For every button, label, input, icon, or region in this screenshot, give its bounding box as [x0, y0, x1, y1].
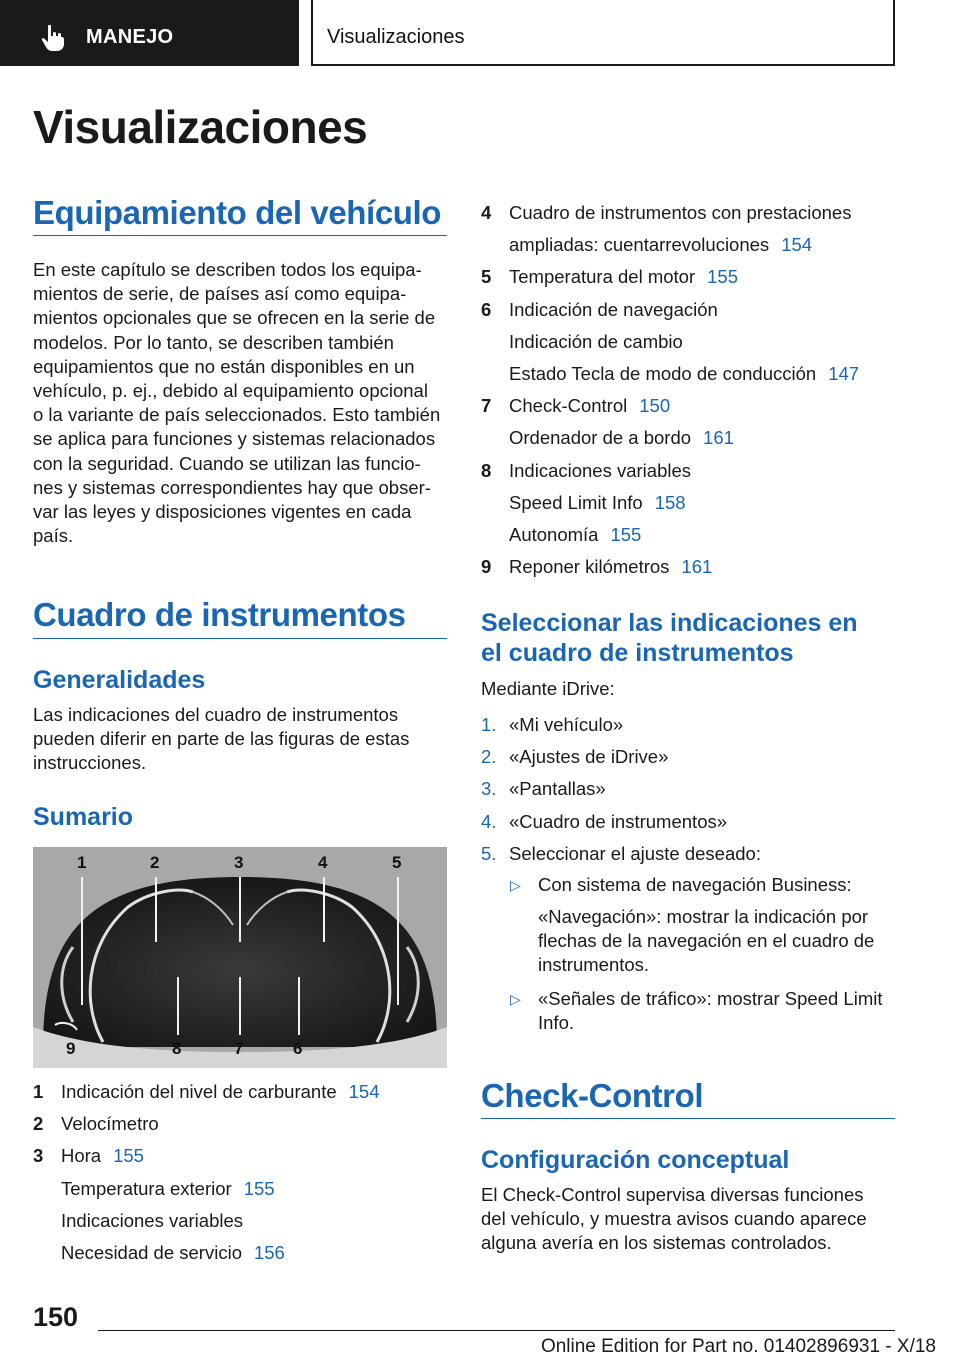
bullet-item	[538, 873, 898, 897]
select-heading-line: Seleccionar las indicaciones en	[481, 609, 858, 637]
paragraph-line: En este capítulo se describen todos los equipa-	[33, 259, 422, 280]
item-text: Indicaciones variables	[61, 1209, 244, 1231]
step-item	[481, 842, 761, 866]
page-reference-link[interactable]: 156	[253, 1242, 285, 1263]
page-reference-link[interactable]: 161	[703, 427, 734, 449]
check-control-heading: Check-Control	[481, 1077, 704, 1114]
step-item	[481, 777, 606, 801]
paragraph-line: instrucciones.	[33, 752, 147, 774]
section-label: MANEJO	[86, 26, 174, 48]
item-number: 7	[481, 395, 492, 417]
step-text: Seleccionar el ajuste deseado:	[509, 842, 761, 864]
paragraph-line: pueden diferir en parte de las figuras de estas	[33, 728, 410, 750]
chapter-tab	[311, 0, 895, 66]
instrument-cluster-figure	[33, 847, 447, 1068]
select-heading-line: el cuadro de instrumentos	[481, 639, 794, 667]
item-number: 6	[481, 298, 492, 320]
hand-pointer-icon	[40, 24, 66, 52]
bullet-line: Info.	[538, 1012, 574, 1034]
summary-item	[33, 1080, 380, 1104]
step-item	[481, 745, 668, 769]
page-reference-link[interactable]: 154	[348, 1081, 380, 1102]
page-title: Visualizaciones	[33, 101, 368, 153]
bullet-line: flechas de la navegación en el cuadro de	[538, 930, 875, 952]
callout-label: 1	[77, 853, 87, 872]
step-text: «Ajustes de iDrive»	[509, 746, 669, 768]
cluster-illustration	[33, 847, 447, 1068]
select-heading	[481, 608, 901, 668]
paragraph-line: modelos. Por lo tanto, se describen también	[33, 331, 394, 353]
summary-item	[481, 265, 738, 289]
step-item	[481, 713, 623, 737]
concept-heading: Configuración conceptual	[481, 1146, 790, 1174]
callout-label: 8	[172, 1039, 182, 1058]
step-text: «Pantallas»	[509, 778, 606, 800]
bullet-line: «Señales de tráfico»: mostrar Speed Limit	[538, 988, 883, 1009]
summary-item	[33, 1209, 243, 1233]
heading-rule	[481, 1118, 895, 1119]
step-text: «Cuadro de instrumentos»	[509, 810, 728, 832]
item-text: Cuadro de instrumentos con prestaciones	[509, 202, 852, 223]
summary-item	[481, 459, 691, 483]
general-paragraph	[33, 703, 453, 776]
paragraph-line: vehículo, p. ej., debido al equipamiento opcional	[33, 380, 428, 402]
summary-item	[481, 298, 718, 322]
footer-rule	[98, 1330, 895, 1331]
bullet-line: instrumentos.	[538, 954, 650, 976]
page-reference-link[interactable]: 155	[113, 1145, 144, 1167]
item-text: Velocímetro	[61, 1113, 159, 1135]
concept-paragraph	[481, 1183, 901, 1256]
bullet-triangle-icon: ▷	[510, 991, 521, 1007]
item-text: Check-Control	[509, 395, 628, 417]
bullet-item	[538, 987, 898, 1035]
paragraph-line: alguna avería en los sistemas controlados.	[481, 1232, 832, 1254]
page-reference-link[interactable]: 155	[243, 1177, 275, 1199]
item-text: Speed Limit Info	[509, 491, 643, 513]
footer-edition: Online Edition for Part no. 01402896931 - X/18	[540, 1336, 936, 1357]
callout-label: 9	[66, 1039, 76, 1058]
callout-label: 6	[293, 1039, 303, 1058]
bullet-line: «Navegación»: mostrar la indicación por	[538, 906, 869, 927]
summary-item	[481, 426, 734, 450]
summary-item	[33, 1177, 275, 1201]
paragraph-line: mientos de serie, de países así como equipa-	[33, 283, 407, 305]
item-number: 4	[481, 202, 492, 223]
section-tab	[0, 0, 299, 66]
item-text: Reponer kilómetros	[509, 556, 670, 578]
general-heading: Generalidades	[33, 666, 206, 694]
callout-label: 7	[234, 1039, 244, 1058]
item-text: Ordenador de a bordo	[509, 427, 692, 449]
page-reference-link[interactable]: 155	[707, 266, 738, 288]
paragraph-line: var las leyes y disposiciones vigentes en cada	[33, 501, 412, 523]
page-reference-link[interactable]: 161	[681, 556, 713, 578]
item-text: Hora	[61, 1145, 102, 1167]
mediante-text: Mediante iDrive:	[481, 678, 615, 699]
item-text: Indicación de navegación	[509, 298, 718, 320]
summary-item	[481, 233, 812, 257]
item-text: Temperatura del motor	[509, 266, 696, 288]
page-reference-link[interactable]: 158	[654, 491, 686, 513]
item-number: 8	[481, 459, 492, 481]
callout-label: 3	[234, 853, 244, 872]
paragraph-line: nes y sistemas correspondientes hay que obser-	[33, 476, 431, 498]
paragraph-line: o la variante de país seleccionados. Esto también	[33, 404, 441, 426]
page-reference-link[interactable]: 147	[828, 363, 860, 384]
step-number: 3.	[481, 778, 497, 800]
item-text: Necesidad de servicio	[61, 1242, 242, 1263]
paragraph-line: equipamientos que no están disponibles en un	[33, 355, 415, 377]
paragraph-line: con la seguridad. Cuando se utilizan las funcio-	[33, 452, 421, 474]
page-reference-link[interactable]: 155	[610, 524, 642, 545]
page-number: 150	[33, 1302, 79, 1332]
cluster-heading: Cuadro de instrumentos	[33, 596, 406, 633]
item-text: Autonomía	[509, 524, 599, 545]
item-text: ampliadas: cuentarrevoluciones	[509, 234, 770, 256]
step-number: 1.	[481, 714, 497, 735]
summary-item	[481, 555, 712, 579]
item-text: Indicaciones variables	[509, 459, 692, 481]
summary-item	[481, 362, 859, 386]
paragraph-line: se aplica para funciones y sistemas relacionados	[33, 428, 436, 450]
item-number: 3	[33, 1145, 44, 1167]
paragraph-line: país.	[33, 525, 74, 547]
page-reference-link[interactable]: 154	[781, 234, 813, 256]
summary-item	[33, 1144, 144, 1168]
equipment-heading: Equipamiento del vehículo	[33, 194, 442, 231]
step-number: 5.	[481, 842, 497, 864]
equipment-paragraph	[33, 258, 453, 548]
paragraph-line: mientos opcionales que se ofrecen en la serie de	[33, 307, 436, 329]
heading-rule	[33, 638, 447, 639]
summary-heading: Sumario	[33, 803, 134, 831]
summary-item	[481, 330, 683, 354]
bullet-line: Con sistema de navegación Business:	[538, 874, 852, 895]
item-number: 5	[481, 266, 492, 288]
step-text: «Mi vehículo»	[509, 714, 624, 735]
summary-item	[481, 201, 851, 225]
paragraph-line: del vehículo, y muestra avisos cuando aparece	[481, 1208, 867, 1230]
summary-item	[481, 491, 686, 515]
chapter-label: Visualizaciones	[327, 26, 465, 48]
paragraph-line: Las indicaciones del cuadro de instrumentos	[33, 704, 399, 725]
callout-label: 5	[392, 853, 402, 872]
item-text: Estado Tecla de modo de conducción	[509, 363, 817, 384]
step-item	[481, 810, 727, 834]
callout-label: 4	[318, 853, 328, 872]
item-number: 9	[481, 556, 492, 578]
bullet-triangle-icon: ▷	[510, 877, 521, 893]
bullet-item	[538, 905, 898, 978]
step-number: 4.	[481, 810, 497, 832]
page-reference-link[interactable]: 150	[639, 395, 671, 417]
item-number: 1	[33, 1081, 44, 1102]
summary-item	[33, 1112, 159, 1136]
item-text: Indicación del nivel de carburante	[61, 1081, 337, 1102]
summary-item	[481, 523, 641, 547]
item-text: Temperatura exterior	[61, 1177, 232, 1199]
heading-rule	[33, 235, 447, 236]
summary-item	[481, 394, 670, 418]
item-text: Indicación de cambio	[509, 330, 683, 352]
step-number: 2.	[481, 746, 497, 768]
paragraph-line: El Check-Control supervisa diversas funciones	[481, 1184, 864, 1205]
callout-label: 2	[150, 853, 160, 872]
item-number: 2	[33, 1113, 44, 1135]
summary-item	[33, 1241, 285, 1265]
